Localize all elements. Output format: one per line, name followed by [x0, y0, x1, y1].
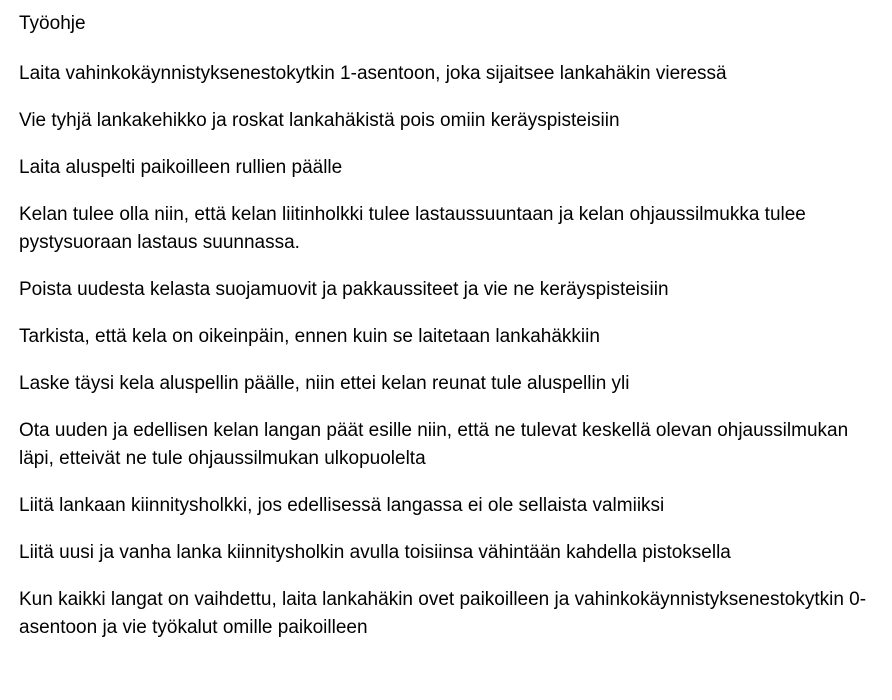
instruction-step: Kelan tulee olla niin, että kelan liitinholkki tulee lastaussuuntaan ja kelan ohjaussilmukka tulee pystysuoraan lastaus suunnassa. — [19, 204, 806, 253]
document-title: Työohje — [19, 13, 86, 34]
instruction-step: Liitä lankaan kiinnitysholkki, jos edellisessä langassa ei ole sellaista valmiiksi — [19, 495, 665, 516]
instruction-step: Vie tyhjä lankakehikko ja roskat lankahäkistä pois omiin keräyspisteisiin — [19, 110, 620, 131]
instruction-step: Laske täysi kela aluspellin päälle, niin ettei kelan reunat tule aluspellin yli — [19, 373, 630, 394]
instruction-step: Laita vahinkokäynnistyksenestokytkin 1-asentoon, joka sijaitsee lankahäkin vieressä — [19, 63, 727, 84]
instruction-step: Laita aluspelti paikoilleen rullien päälle — [19, 157, 343, 178]
instruction-list — [19, 60, 885, 642]
instruction-step: Ota uuden ja edellisen kelan langan päät esille niin, että ne tulevat keskellä olevan ohjaussilmukan läpi, etteivät ne tule ohjaussilmukan ulkopuolelta — [19, 420, 849, 469]
instruction-step: Tarkista, että kela on oikeinpäin, ennen kuin se laitetaan lankahäkkiin — [19, 326, 600, 347]
instruction-step: Poista uudesta kelasta suojamuovit ja pakkaussiteet ja vie ne keräyspisteisiin — [19, 279, 669, 300]
instruction-step: Liitä uusi ja vanha lanka kiinnitysholkin avulla toisiinsa vähintään kahdella pistoksella — [19, 542, 731, 563]
instruction-step: Kun kaikki langat on vaihdettu, laita lankahäkin ovet paikoilleen ja vahinkokäynnistyksenestokytkin 0-asentoon ja vie työkalut omille paikoilleen — [19, 589, 867, 638]
document — [19, 12, 885, 661]
